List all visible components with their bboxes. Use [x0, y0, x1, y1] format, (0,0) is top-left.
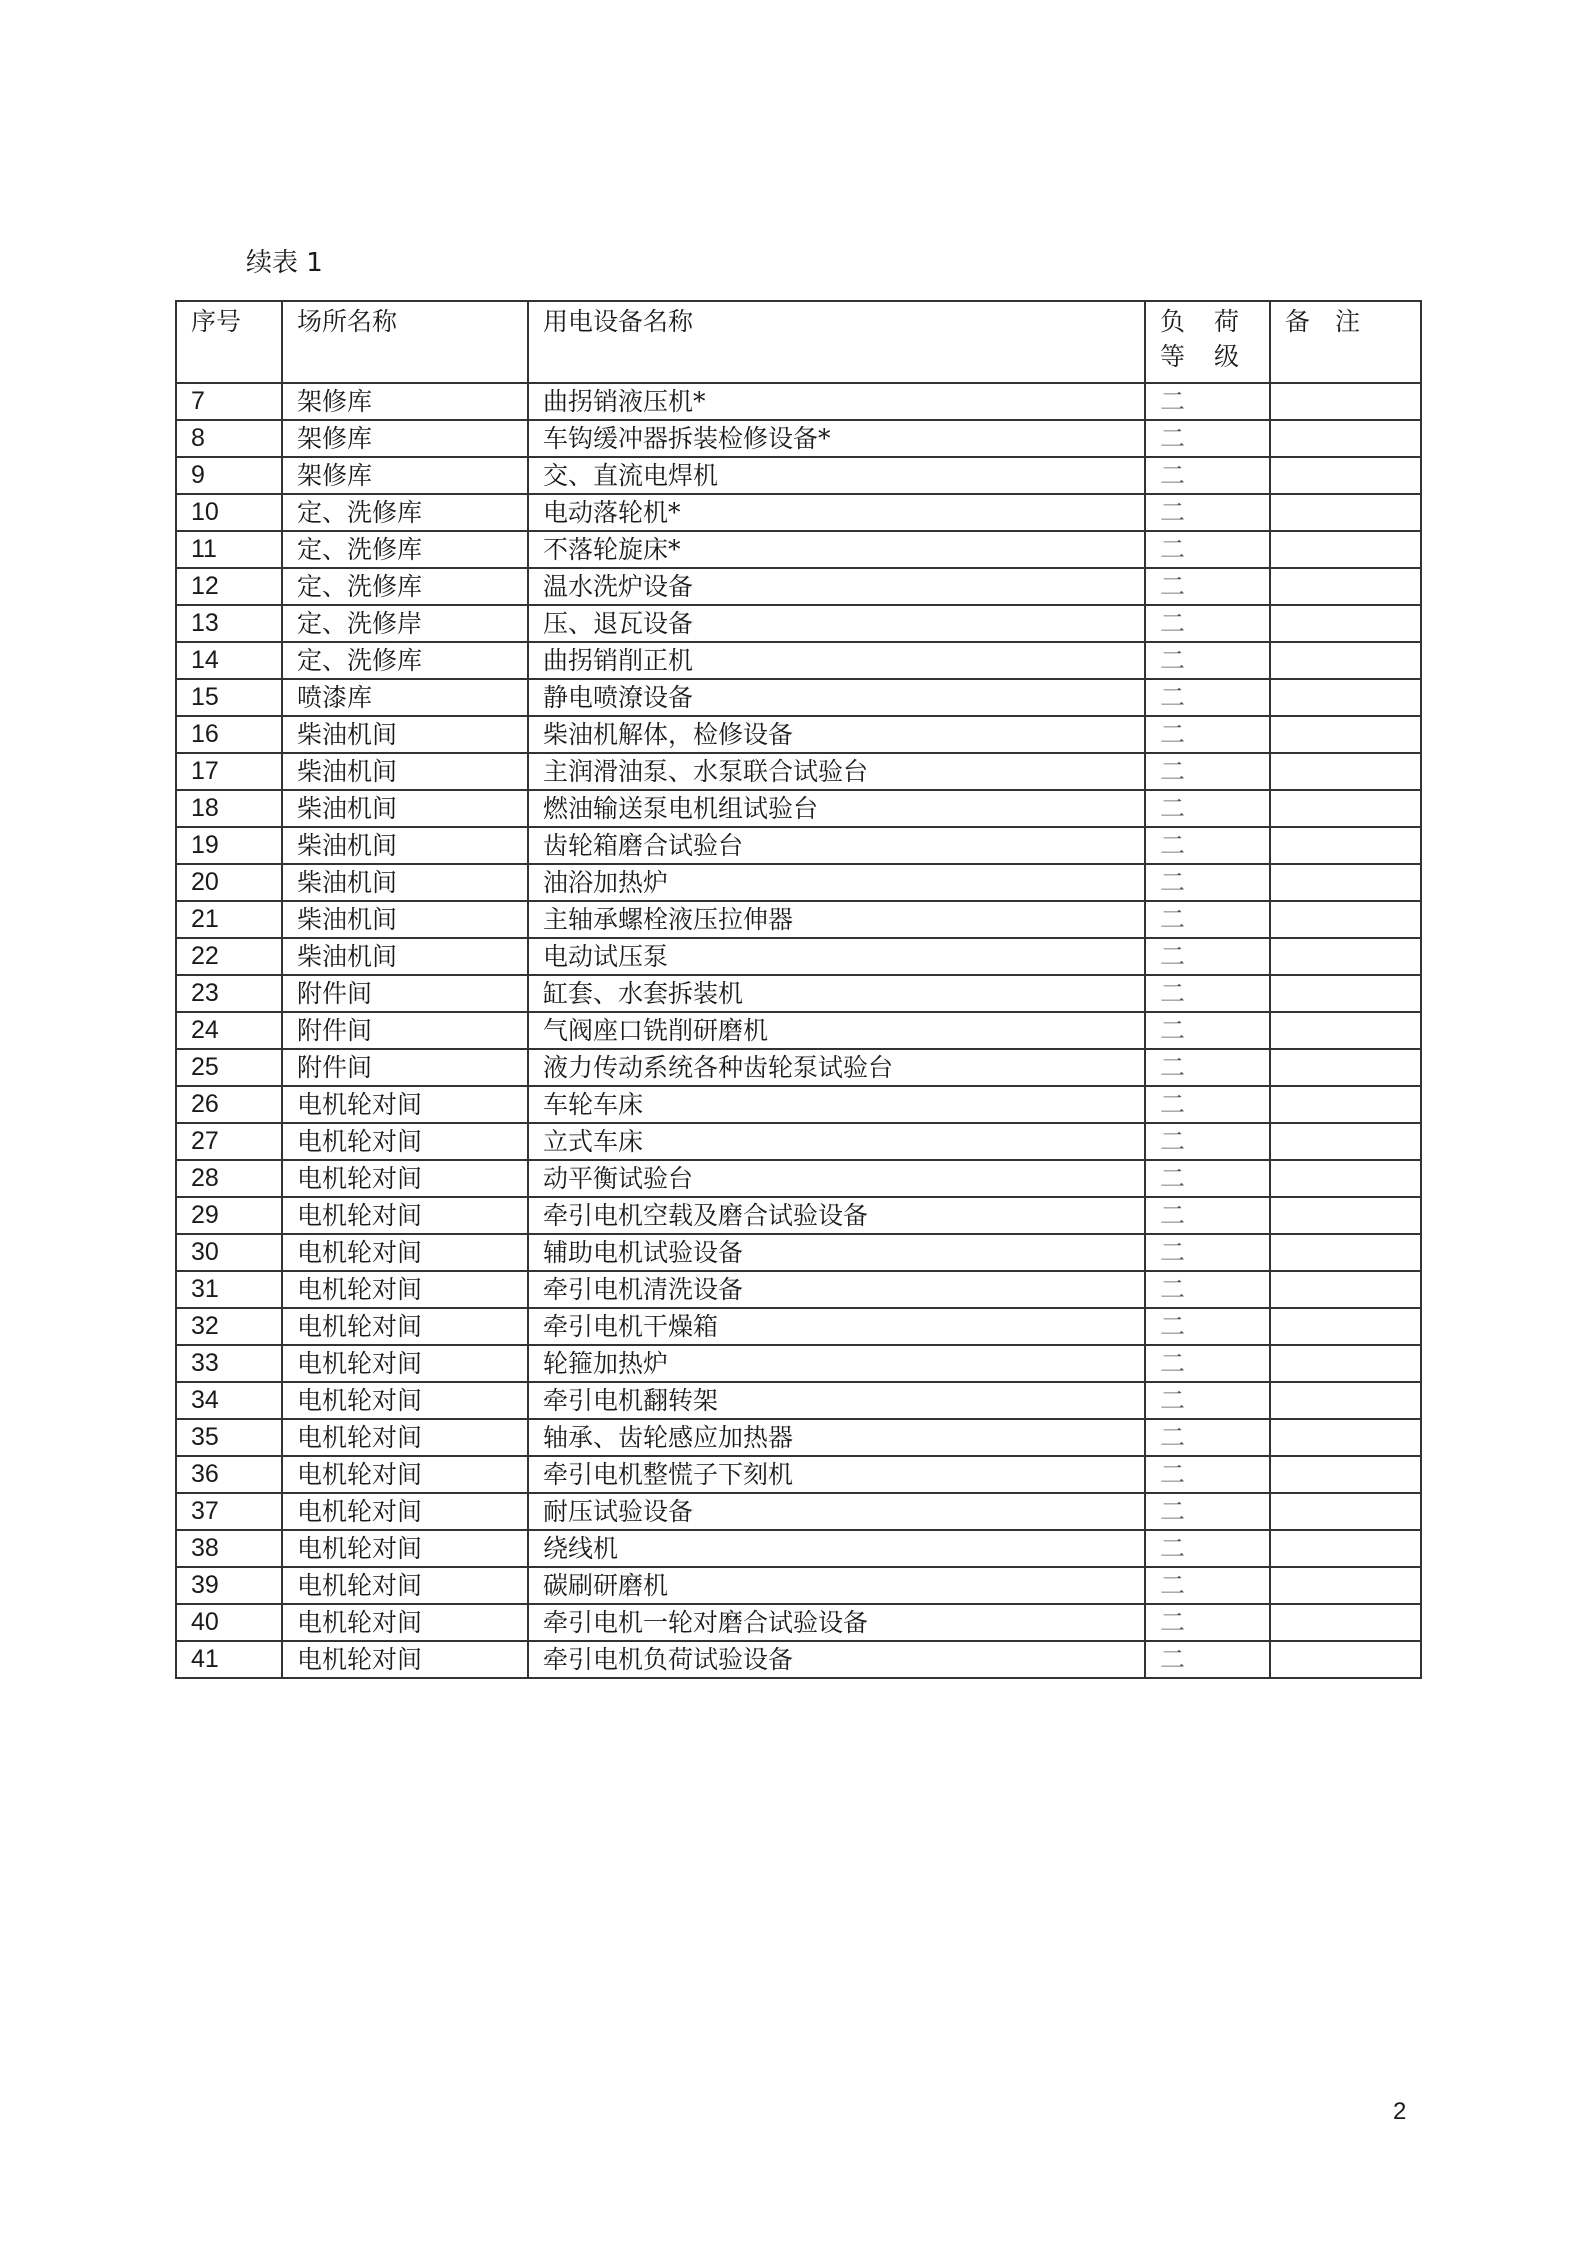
cell-note: [1270, 1493, 1421, 1530]
cell-serial-no: 28: [176, 1160, 282, 1197]
cell-place-name: 电机轮对间: [282, 1456, 528, 1493]
cell-load-grade: 二: [1145, 1456, 1270, 1493]
table-row: [176, 568, 1421, 605]
cell-load-grade: 二: [1145, 383, 1270, 420]
table-row: [176, 1049, 1421, 1086]
cell-load-grade: 二: [1145, 1123, 1270, 1160]
cell-place-name: 附件间: [282, 975, 528, 1012]
table-row: [176, 790, 1421, 827]
table-row: [176, 864, 1421, 901]
cell-note: [1270, 1271, 1421, 1308]
cell-note: [1270, 1382, 1421, 1419]
page-number: 2: [1393, 2098, 1407, 2125]
cell-load-grade: 二: [1145, 753, 1270, 790]
cell-load-grade: 二: [1145, 790, 1270, 827]
cell-serial-no: 12: [176, 568, 282, 605]
cell-load-grade: 二: [1145, 1345, 1270, 1382]
table-row: [176, 1493, 1421, 1530]
cell-place-name: 柴油机间: [282, 753, 528, 790]
cell-equipment-name: 燃油输送泵电机组试验台: [528, 790, 1145, 827]
cell-note: [1270, 420, 1421, 457]
cell-note: [1270, 383, 1421, 420]
table-row: [176, 1641, 1421, 1678]
table-row: [176, 679, 1421, 716]
cell-place-name: 柴油机间: [282, 827, 528, 864]
cell-load-grade: 二: [1145, 1382, 1270, 1419]
table-row: [176, 1419, 1421, 1456]
cell-load-grade: 二: [1145, 1530, 1270, 1567]
cell-load-grade: 二: [1145, 716, 1270, 753]
cell-equipment-name: 交、直流电焊机: [528, 457, 1145, 494]
cell-serial-no: 8: [176, 420, 282, 457]
cell-note: [1270, 1345, 1421, 1382]
cell-place-name: 电机轮对间: [282, 1493, 528, 1530]
cell-note: [1270, 605, 1421, 642]
cell-serial-no: 33: [176, 1345, 282, 1382]
cell-serial-no: 31: [176, 1271, 282, 1308]
cell-equipment-name: 气阀座口铣削研磨机: [528, 1012, 1145, 1049]
cell-place-name: 定、洗修库: [282, 531, 528, 568]
table-row: [176, 1345, 1421, 1382]
header-place-name: 场所名称: [282, 301, 528, 383]
cell-equipment-name: 绕线机: [528, 1530, 1145, 1567]
table-row: [176, 975, 1421, 1012]
cell-serial-no: 10: [176, 494, 282, 531]
cell-equipment-name: 柴油机解体，检修设备: [528, 716, 1145, 753]
cell-equipment-name: 轴承、齿轮感应加热器: [528, 1419, 1145, 1456]
cell-serial-no: 15: [176, 679, 282, 716]
cell-place-name: 电机轮对间: [282, 1641, 528, 1678]
cell-note: [1270, 975, 1421, 1012]
cell-place-name: 架修库: [282, 420, 528, 457]
cell-place-name: 电机轮对间: [282, 1160, 528, 1197]
cell-equipment-name: 曲拐销液压机*: [528, 383, 1145, 420]
cell-note: [1270, 1604, 1421, 1641]
header-load-grade-line1: 负 荷: [1160, 307, 1242, 336]
cell-equipment-name: 曲拐销削正机: [528, 642, 1145, 679]
cell-note: [1270, 1197, 1421, 1234]
cell-equipment-name: 耐压试验设备: [528, 1493, 1145, 1530]
cell-serial-no: 41: [176, 1641, 282, 1678]
cell-load-grade: 二: [1145, 679, 1270, 716]
cell-load-grade: 二: [1145, 1604, 1270, 1641]
cell-place-name: 电机轮对间: [282, 1382, 528, 1419]
cell-equipment-name: 立式车床: [528, 1123, 1145, 1160]
cell-note: [1270, 642, 1421, 679]
cell-place-name: 附件间: [282, 1049, 528, 1086]
table-row: [176, 753, 1421, 790]
cell-load-grade: 二: [1145, 864, 1270, 901]
cell-serial-no: 11: [176, 531, 282, 568]
cell-place-name: 柴油机间: [282, 790, 528, 827]
cell-load-grade: 二: [1145, 1049, 1270, 1086]
cell-load-grade: 二: [1145, 1308, 1270, 1345]
cell-load-grade: 二: [1145, 1567, 1270, 1604]
cell-note: [1270, 1641, 1421, 1678]
cell-place-name: 柴油机间: [282, 938, 528, 975]
cell-equipment-name: 碳刷研磨机: [528, 1567, 1145, 1604]
cell-place-name: 定、洗修库: [282, 642, 528, 679]
cell-equipment-name: 牵引电机负荷试验设备: [528, 1641, 1145, 1678]
cell-place-name: 电机轮对间: [282, 1604, 528, 1641]
cell-serial-no: 13: [176, 605, 282, 642]
table-row: [176, 1123, 1421, 1160]
cell-equipment-name: 温水洗炉设备: [528, 568, 1145, 605]
header-equipment-name: 用电设备名称: [528, 301, 1145, 383]
cell-load-grade: 二: [1145, 975, 1270, 1012]
cell-load-grade: 二: [1145, 605, 1270, 642]
cell-place-name: 电机轮对间: [282, 1308, 528, 1345]
cell-note: [1270, 1086, 1421, 1123]
cell-serial-no: 9: [176, 457, 282, 494]
cell-equipment-name: 主轴承螺栓液压拉伸器: [528, 901, 1145, 938]
table-row: [176, 716, 1421, 753]
table-row: [176, 1086, 1421, 1123]
header-serial-no: 序号: [176, 301, 282, 383]
cell-place-name: 电机轮对间: [282, 1419, 528, 1456]
cell-equipment-name: 动平衡试验台: [528, 1160, 1145, 1197]
cell-equipment-name: 静电喷潦设备: [528, 679, 1145, 716]
table-row: [176, 1567, 1421, 1604]
cell-place-name: 电机轮对间: [282, 1086, 528, 1123]
table-row: [176, 383, 1421, 420]
table-row: [176, 1530, 1421, 1567]
cell-note: [1270, 1160, 1421, 1197]
cell-note: [1270, 494, 1421, 531]
cell-serial-no: 29: [176, 1197, 282, 1234]
cell-place-name: 柴油机间: [282, 901, 528, 938]
cell-note: [1270, 568, 1421, 605]
header-load-grade-line2: 等 级: [1160, 342, 1242, 371]
cell-note: [1270, 679, 1421, 716]
cell-serial-no: 35: [176, 1419, 282, 1456]
table-row: [176, 1271, 1421, 1308]
cell-load-grade: 二: [1145, 1197, 1270, 1234]
table-row: [176, 1456, 1421, 1493]
cell-serial-no: 14: [176, 642, 282, 679]
cell-place-name: 架修库: [282, 457, 528, 494]
table-row: [176, 420, 1421, 457]
table-row: [176, 1160, 1421, 1197]
cell-serial-no: 7: [176, 383, 282, 420]
table-row: [176, 1308, 1421, 1345]
cell-note: [1270, 716, 1421, 753]
cell-place-name: 电机轮对间: [282, 1234, 528, 1271]
cell-serial-no: 34: [176, 1382, 282, 1419]
cell-equipment-name: 油浴加热炉: [528, 864, 1145, 901]
cell-equipment-name: 牵引电机干燥箱: [528, 1308, 1145, 1345]
cell-note: [1270, 1123, 1421, 1160]
cell-equipment-name: 电动试压泵: [528, 938, 1145, 975]
cell-serial-no: 16: [176, 716, 282, 753]
cell-load-grade: 二: [1145, 420, 1270, 457]
cell-load-grade: 二: [1145, 1012, 1270, 1049]
cell-note: [1270, 1456, 1421, 1493]
cell-place-name: 电机轮对间: [282, 1567, 528, 1604]
cell-load-grade: 二: [1145, 901, 1270, 938]
cell-equipment-name: 电动落轮机*: [528, 494, 1145, 531]
table-row: [176, 1604, 1421, 1641]
cell-load-grade: 二: [1145, 642, 1270, 679]
cell-place-name: 附件间: [282, 1012, 528, 1049]
cell-equipment-name: 压、退瓦设备: [528, 605, 1145, 642]
cell-equipment-name: 主润滑油泵、水泵联合试验台: [528, 753, 1145, 790]
cell-place-name: 定、洗修库: [282, 568, 528, 605]
cell-note: [1270, 753, 1421, 790]
cell-serial-no: 32: [176, 1308, 282, 1345]
cell-equipment-name: 牵引电机整慌子下刻机: [528, 1456, 1145, 1493]
cell-serial-no: 40: [176, 1604, 282, 1641]
cell-serial-no: 27: [176, 1123, 282, 1160]
cell-place-name: 柴油机间: [282, 716, 528, 753]
cell-note: [1270, 1419, 1421, 1456]
table-caption: 续表 1: [246, 248, 323, 278]
table-row: [176, 938, 1421, 975]
cell-serial-no: 17: [176, 753, 282, 790]
cell-serial-no: 19: [176, 827, 282, 864]
cell-equipment-name: 齿轮箱磨合试验台: [528, 827, 1145, 864]
cell-equipment-name: 辅助电机试验设备: [528, 1234, 1145, 1271]
table-header-row: [176, 301, 1421, 383]
cell-equipment-name: 不落轮旋床*: [528, 531, 1145, 568]
cell-note: [1270, 457, 1421, 494]
table-row: [176, 1382, 1421, 1419]
cell-serial-no: 23: [176, 975, 282, 1012]
cell-load-grade: 二: [1145, 494, 1270, 531]
cell-equipment-name: 液力传动系统各种齿轮泵试验台: [528, 1049, 1145, 1086]
cell-equipment-name: 牵引电机清洗设备: [528, 1271, 1145, 1308]
cell-load-grade: 二: [1145, 827, 1270, 864]
table-row: [176, 1234, 1421, 1271]
cell-load-grade: 二: [1145, 457, 1270, 494]
cell-place-name: 电机轮对间: [282, 1345, 528, 1382]
cell-load-grade: 二: [1145, 1160, 1270, 1197]
cell-serial-no: 30: [176, 1234, 282, 1271]
cell-equipment-name: 牵引电机翻转架: [528, 1382, 1145, 1419]
cell-equipment-name: 车轮车床: [528, 1086, 1145, 1123]
cell-load-grade: 二: [1145, 1641, 1270, 1678]
cell-serial-no: 39: [176, 1567, 282, 1604]
table-row: [176, 605, 1421, 642]
cell-load-grade: 二: [1145, 1234, 1270, 1271]
equipment-load-table: [175, 300, 1422, 1679]
cell-note: [1270, 1012, 1421, 1049]
cell-serial-no: 26: [176, 1086, 282, 1123]
table-row: [176, 901, 1421, 938]
table-row: [176, 531, 1421, 568]
cell-place-name: 定、洗修岸: [282, 605, 528, 642]
cell-serial-no: 38: [176, 1530, 282, 1567]
table-row: [176, 1197, 1421, 1234]
cell-load-grade: 二: [1145, 1271, 1270, 1308]
table-row: [176, 494, 1421, 531]
cell-equipment-name: 轮箍加热炉: [528, 1345, 1145, 1382]
cell-equipment-name: 牵引电机空载及磨合试验设备: [528, 1197, 1145, 1234]
cell-note: [1270, 938, 1421, 975]
cell-place-name: 电机轮对间: [282, 1530, 528, 1567]
cell-note: [1270, 1308, 1421, 1345]
cell-load-grade: 二: [1145, 1419, 1270, 1456]
cell-equipment-name: 缸套、水套拆装机: [528, 975, 1145, 1012]
cell-load-grade: 二: [1145, 568, 1270, 605]
header-load-grade: [1145, 301, 1270, 383]
cell-note: [1270, 827, 1421, 864]
cell-place-name: 电机轮对间: [282, 1271, 528, 1308]
cell-note: [1270, 1530, 1421, 1567]
cell-serial-no: 20: [176, 864, 282, 901]
cell-note: [1270, 901, 1421, 938]
cell-load-grade: 二: [1145, 938, 1270, 975]
cell-equipment-name: 牵引电机一轮对磨合试验设备: [528, 1604, 1145, 1641]
cell-serial-no: 37: [176, 1493, 282, 1530]
table-row: [176, 457, 1421, 494]
cell-place-name: 架修库: [282, 383, 528, 420]
cell-equipment-name: 车钩缓冲器拆装检修设备*: [528, 420, 1145, 457]
cell-serial-no: 22: [176, 938, 282, 975]
cell-place-name: 定、洗修库: [282, 494, 528, 531]
cell-serial-no: 18: [176, 790, 282, 827]
cell-note: [1270, 531, 1421, 568]
cell-load-grade: 二: [1145, 531, 1270, 568]
cell-load-grade: 二: [1145, 1086, 1270, 1123]
table-row: [176, 1012, 1421, 1049]
cell-load-grade: 二: [1145, 1493, 1270, 1530]
cell-serial-no: 36: [176, 1456, 282, 1493]
cell-place-name: 柴油机间: [282, 864, 528, 901]
cell-note: [1270, 1049, 1421, 1086]
cell-place-name: 电机轮对间: [282, 1197, 528, 1234]
header-note: 备 注: [1270, 301, 1421, 383]
cell-serial-no: 25: [176, 1049, 282, 1086]
cell-place-name: 喷漆库: [282, 679, 528, 716]
table-row: [176, 642, 1421, 679]
cell-place-name: 电机轮对间: [282, 1123, 528, 1160]
cell-note: [1270, 790, 1421, 827]
table-body: [176, 383, 1421, 1678]
table-row: [176, 827, 1421, 864]
cell-note: [1270, 864, 1421, 901]
cell-serial-no: 24: [176, 1012, 282, 1049]
cell-serial-no: 21: [176, 901, 282, 938]
cell-note: [1270, 1234, 1421, 1271]
cell-note: [1270, 1567, 1421, 1604]
